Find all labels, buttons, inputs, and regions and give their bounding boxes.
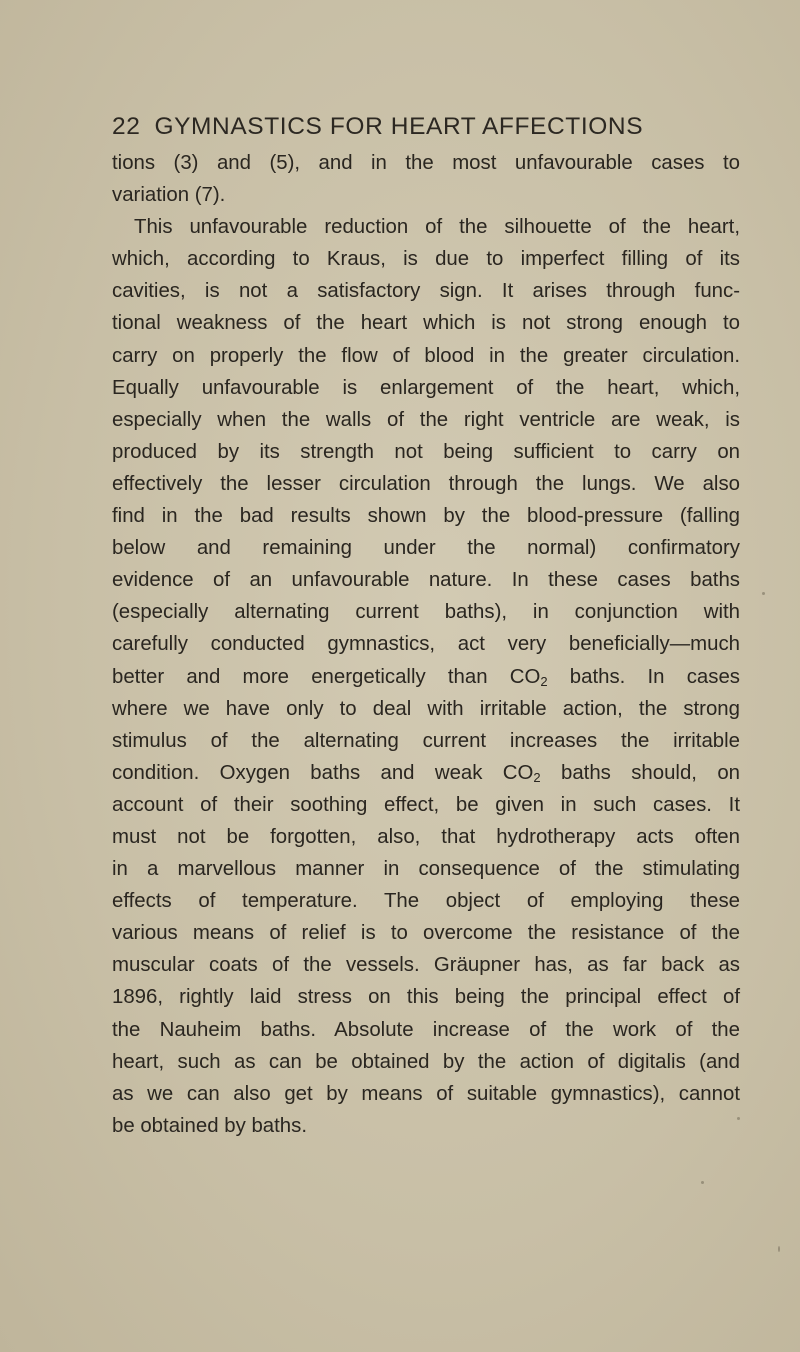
text-line: (especially alternating current baths), in conjunction with [112, 601, 740, 624]
text-line: tional weakness of the heart which is not strong enough to [112, 312, 740, 335]
text-line: This unfavourable reduction of the silhouette of the heart, [134, 216, 740, 239]
text-line-co2 [112, 661, 740, 693]
text-segment: condition. Oxygen baths and weak CO [112, 761, 534, 784]
text-line: effectively the lesser circulation through the lungs. We also [112, 472, 740, 495]
text-line: find in the bad results shown by the blood-pressure (falling [112, 505, 740, 528]
paper-speck [701, 1181, 704, 1184]
text-line: tions (3) and (5), and in the most unfavourable cases to [112, 152, 740, 174]
text-segment: better and more energetically than CO [112, 665, 541, 688]
text-line: effects of temperature. The object of employing these [112, 890, 740, 913]
text-line: Equally unfavourable is enlargement of the heart, which, [112, 376, 740, 399]
text-line: the Nauheim baths. Absolute increase of the work of the [112, 1018, 740, 1041]
body-text [112, 147, 740, 1142]
text-line: where we have only to deal with irritable action, the strong [112, 697, 740, 720]
text-line: variation (7). [112, 184, 226, 207]
chapter-title: GYMNASTICS FOR HEART AFFECTIONS [154, 113, 644, 140]
running-head [112, 113, 752, 147]
text-line: especially when the walls of the right ventricle are weak, is [112, 408, 740, 431]
text-line: as we can also get by means of suitable gymnastics), cannot [112, 1082, 740, 1105]
paper-speck [737, 1117, 740, 1120]
text-line: in a marvellous manner in consequence of the stimulating [112, 858, 740, 881]
subscript: 2 [540, 673, 548, 689]
text-line: below and remaining under the normal) confirmatory [112, 537, 740, 560]
text-line: carefully conducted gymnastics, act very beneficially—much [112, 633, 740, 656]
subscript: 2 [533, 769, 541, 785]
page-number: 22 [112, 113, 141, 140]
text-line: heart, such as can be obtained by the action of digitalis (and [112, 1050, 740, 1073]
text-line: account of their soothing effect, be given in such cases. It [112, 793, 740, 816]
text-line: cavities, is not a satisfactory sign. It arises through func- [112, 280, 740, 303]
text-line: various means of relief is to overcome the resistance of the [112, 922, 740, 945]
text-line: produced by its strength not being sufficient to carry on [112, 440, 740, 463]
text-line: be obtained by baths. [112, 1114, 307, 1137]
paper-speck [778, 1246, 780, 1252]
text-line: muscular coats of the vessels. Gräupner has, as far back as [112, 954, 740, 977]
paper-speck [762, 592, 765, 595]
text-line: 1896, rightly laid stress on this being the principal effect of [112, 986, 740, 1009]
text-segment: baths should, on [540, 761, 741, 784]
text-line: must not be forgotten, also, that hydrotherapy acts often [112, 825, 740, 848]
text-line: which, according to Kraus, is due to imperfect filling of its [112, 248, 740, 271]
text-line: carry on properly the flow of blood in the greater circulation. [112, 344, 740, 367]
text-segment: baths. In cases [547, 665, 740, 688]
text-line: evidence of an unfavourable nature. In these cases baths [112, 569, 740, 592]
text-line: stimulus of the alternating current increases the irritable [112, 729, 740, 752]
text-line-co2 [112, 757, 740, 789]
